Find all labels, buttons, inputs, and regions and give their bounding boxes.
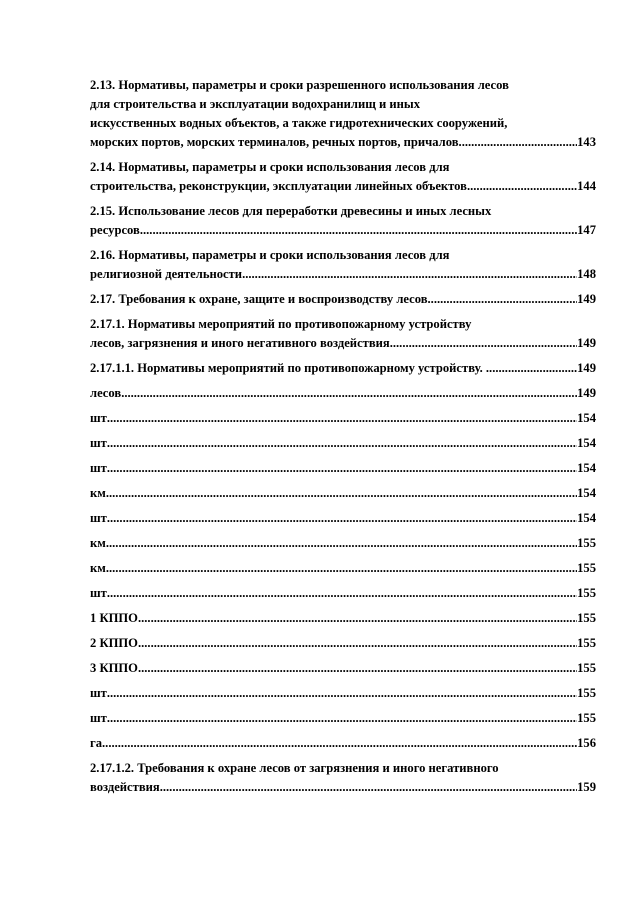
toc-entry-line: 2.14. Нормативы, параметры и сроки использования лесов для [90, 160, 450, 174]
dot-leader [106, 559, 577, 578]
toc-entry-text: км [90, 486, 106, 500]
toc-entry[interactable] [90, 534, 596, 553]
toc-page-number: 149 [577, 361, 596, 375]
toc-entry-text: га [90, 736, 103, 750]
dot-leader [107, 584, 577, 603]
toc-entry-text: строительства, реконструкции, эксплуатации линейных объектов [90, 179, 467, 193]
toc-page-number: 149 [577, 292, 596, 306]
toc-entry-text: 1 КППО [90, 611, 138, 625]
toc-page-number: 143 [577, 135, 596, 149]
toc-page-number: 155 [577, 561, 596, 575]
toc-page-number: 154 [577, 486, 596, 500]
dot-leader [138, 659, 577, 678]
toc-entry-line: 2.17.1. Нормативы мероприятий по противопожарному устройству [90, 317, 472, 331]
toc-entry[interactable] [90, 359, 596, 378]
dot-leader [107, 409, 577, 428]
toc-entry[interactable] [90, 609, 596, 628]
toc-entry[interactable] [90, 246, 596, 284]
toc-entry-text: 2.17.1.1. Нормативы мероприятий по противопожарному устройству. . [90, 361, 490, 375]
toc-entry[interactable] [90, 584, 596, 603]
dot-leader [489, 359, 577, 378]
toc-entry-text: шт [90, 711, 107, 725]
toc-entry[interactable] [90, 484, 596, 503]
toc-page-number: 155 [577, 536, 596, 550]
toc-entry[interactable] [90, 290, 596, 309]
toc-entry[interactable] [90, 384, 596, 403]
dot-leader [107, 459, 577, 478]
toc-page-number: 147 [577, 223, 596, 237]
toc-entry-line: 2.16. Нормативы, параметры и сроки использования лесов для [90, 248, 450, 262]
toc-page-number: 144 [577, 179, 596, 193]
dot-leader [107, 684, 577, 703]
toc-entry[interactable] [90, 684, 596, 703]
toc-page-number: 155 [577, 611, 596, 625]
toc-entry[interactable] [90, 634, 596, 653]
table-of-contents [90, 76, 596, 803]
toc-entry-text: ресурсов [90, 223, 140, 237]
toc-entry[interactable] [90, 559, 596, 578]
dot-leader [107, 509, 577, 528]
toc-entry-text: 2 КППО [90, 636, 138, 650]
dot-leader [459, 133, 578, 152]
toc-entry[interactable] [90, 76, 596, 152]
toc-entry[interactable] [90, 709, 596, 728]
toc-entry-text: шт [90, 411, 107, 425]
toc-entry-text: шт [90, 461, 107, 475]
dot-leader [107, 709, 577, 728]
toc-page-number: 149 [577, 386, 596, 400]
dot-leader [106, 484, 577, 503]
dot-leader [121, 384, 577, 403]
toc-page-number: 154 [577, 411, 596, 425]
toc-page-number: 156 [577, 736, 596, 750]
dot-leader [107, 434, 577, 453]
toc-page-number: 148 [577, 267, 596, 281]
dot-leader [102, 734, 577, 753]
dot-leader [390, 334, 577, 353]
toc-entry[interactable] [90, 759, 596, 797]
toc-entry-text: воздействия [90, 780, 160, 794]
toc-page-number: 155 [577, 586, 596, 600]
toc-page-number: 154 [577, 511, 596, 525]
toc-entry[interactable] [90, 434, 596, 453]
dot-leader [428, 290, 578, 309]
toc-entry-text: шт [90, 511, 107, 525]
dot-leader [160, 778, 577, 797]
toc-entry-line: искусственных водных объектов, а также гидротехнических сооружений, [90, 116, 508, 130]
toc-entry-text: 2.17. Требования к охране, защите и воспроизводству лесов [90, 292, 428, 306]
toc-entry[interactable] [90, 459, 596, 478]
toc-page-number: 154 [577, 461, 596, 475]
toc-entry-line: 2.13. Нормативы, параметры и сроки разрешенного использования лесов [90, 78, 509, 92]
toc-entry-text: лесов [90, 386, 122, 400]
toc-entry-text: км [90, 536, 106, 550]
toc-entry[interactable] [90, 509, 596, 528]
toc-page-number: 155 [577, 661, 596, 675]
toc-entry-text: 3 КППО [90, 661, 138, 675]
toc-entry-text: религиозной деятельности [90, 267, 243, 281]
toc-page-number: 155 [577, 636, 596, 650]
toc-entry[interactable] [90, 659, 596, 678]
toc-entry-text: шт [90, 586, 107, 600]
dot-leader [242, 265, 577, 284]
toc-page-number: 155 [577, 711, 596, 725]
toc-page-number: 154 [577, 436, 596, 450]
toc-entry-text: км [90, 561, 106, 575]
dot-leader [106, 534, 577, 553]
toc-page-number: 149 [577, 336, 596, 350]
toc-page-number: 159 [577, 780, 596, 794]
toc-entry-text: шт [90, 686, 107, 700]
toc-entry[interactable] [90, 315, 596, 353]
toc-entry-text: шт [90, 436, 107, 450]
toc-entry-line: для строительства и эксплуатации водохранилищ и иных [90, 97, 421, 111]
toc-entry[interactable] [90, 734, 596, 753]
toc-entry-line: 2.17.1.2. Требования к охране лесов от загрязнения и иного негативного [90, 761, 499, 775]
toc-entry[interactable] [90, 409, 596, 428]
toc-entry-text: морских портов, морских терминалов, речных портов, причалов [90, 135, 459, 149]
dot-leader [140, 221, 577, 240]
dot-leader [138, 634, 577, 653]
toc-entry[interactable] [90, 202, 596, 240]
toc-entry-line: 2.15. Использование лесов для переработки древесины и иных лесных [90, 204, 492, 218]
toc-page-number: 155 [577, 686, 596, 700]
toc-entry[interactable] [90, 158, 596, 196]
dot-leader [467, 177, 577, 196]
dot-leader [138, 609, 577, 628]
toc-entry-text: лесов, загрязнения и иного негативного воздействия [90, 336, 390, 350]
